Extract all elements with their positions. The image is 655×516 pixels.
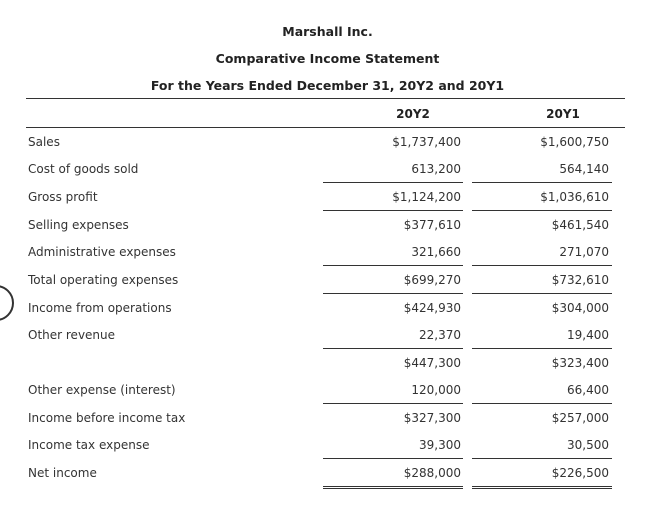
value-20y2: $1,124,200 [392,190,461,204]
statement-period: For the Years Ended December 31, 20Y2 and 20Y1 [150,78,505,93]
subtotal-rule [472,458,612,459]
total-double-rule [323,486,463,492]
value-20y2: $1,737,400 [392,135,461,149]
subtotal-rule [323,293,463,294]
value-20y1: $323,400 [551,356,609,370]
row-label: Gross profit [28,190,98,204]
subtotal-rule [323,348,463,349]
value-20y1: 271,070 [559,245,609,259]
row-label: Sales [28,135,60,149]
company-name: Marshall Inc. [282,24,373,39]
subtotal-rule [472,210,612,211]
value-20y1: $461,540 [551,218,609,232]
value-20y2: 22,370 [419,328,461,342]
value-20y2: 321,660 [411,245,461,259]
subtotal-rule [472,293,612,294]
value-20y2: $699,270 [403,273,461,287]
value-20y1: $732,610 [551,273,609,287]
subtotal-rule [323,210,463,211]
value-20y2: $377,610 [403,218,461,232]
value-20y2: 120,000 [411,383,461,397]
value-20y1: 19,400 [567,328,609,342]
subtotal-rule [323,182,463,183]
value-20y1: 30,500 [567,438,609,452]
row-label: Income tax expense [28,438,150,452]
value-20y1: 564,140 [559,162,609,176]
statement-title: Comparative Income Statement [215,51,440,66]
row-label: Income before income tax [28,411,186,425]
subtotal-rule [323,265,463,266]
subtotal-rule [472,182,612,183]
column-header-20y2: 20Y2 [396,107,430,121]
value-20y2: $447,300 [403,356,461,370]
row-label: Cost of goods sold [28,162,139,176]
row-label: Income from operations [28,301,172,315]
value-20y2: $288,000 [403,466,461,480]
subtotal-rule [472,348,612,349]
row-label: Other expense (interest) [28,383,176,397]
row-label: Administrative expenses [28,245,176,259]
header-bottom-rule [26,127,625,128]
row-label: Selling expenses [28,218,129,232]
value-20y1: 66,400 [567,383,609,397]
value-20y1: $1,600,750 [540,135,609,149]
value-20y2: $327,300 [403,411,461,425]
value-20y1: $257,000 [551,411,609,425]
subtotal-rule [472,265,612,266]
value-20y2: 613,200 [411,162,461,176]
left-edge-circle-button[interactable] [0,285,14,321]
row-label: Total operating expenses [28,273,179,287]
subtotal-rule [323,403,463,404]
subtotal-rule [323,458,463,459]
value-20y1: $304,000 [551,301,609,315]
value-20y2: 39,300 [419,438,461,452]
column-header-20y1: 20Y1 [546,107,580,121]
row-label: Other revenue [28,328,116,342]
row-label: Net income [28,466,97,480]
total-double-rule [472,486,612,492]
value-20y1: $226,500 [551,466,609,480]
value-20y1: $1,036,610 [540,190,609,204]
value-20y2: $424,930 [403,301,461,315]
subtotal-rule [472,403,612,404]
header-top-rule [26,98,625,99]
